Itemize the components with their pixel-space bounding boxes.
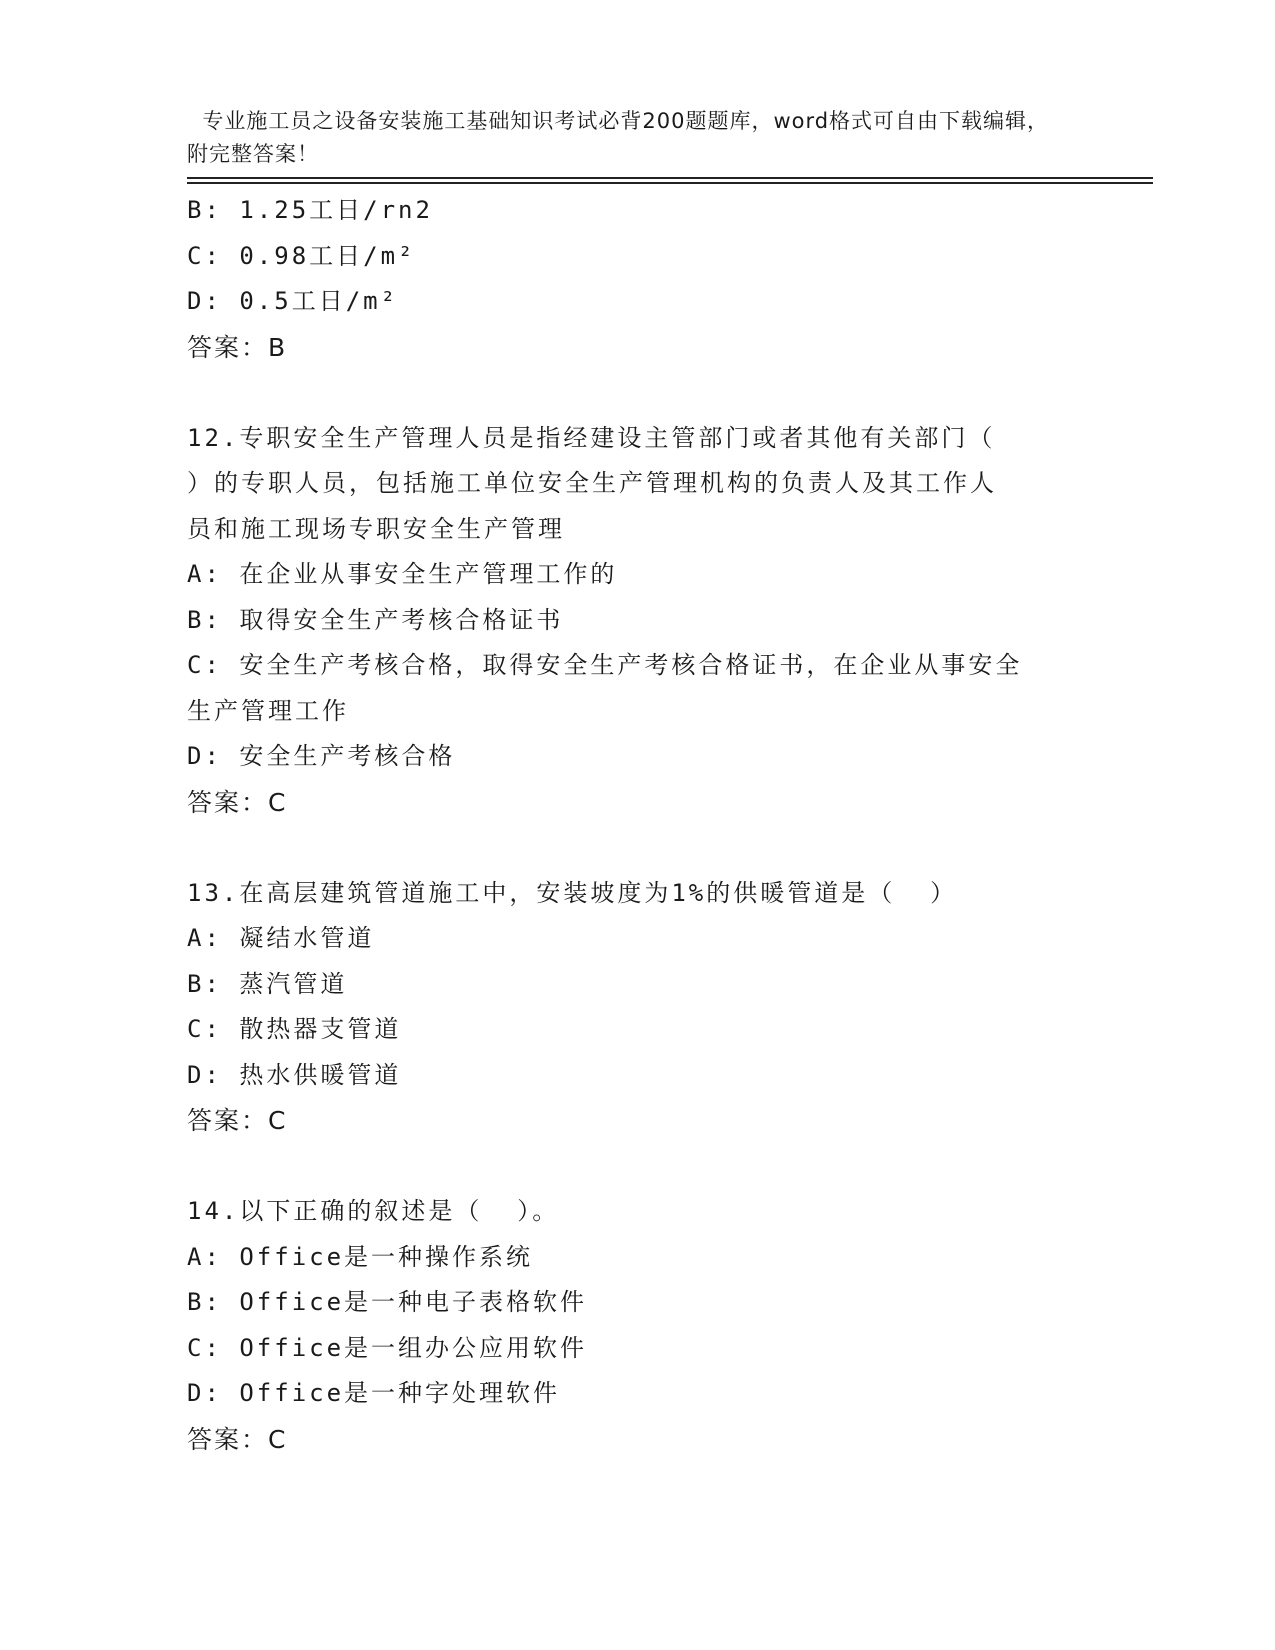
option-a: A: 凝结水管道 [187, 924, 375, 952]
option-d: D: 安全生产考核合格 [187, 742, 456, 770]
option-a: A: Office是一种操作系统 [187, 1242, 534, 1271]
question-13 [187, 871, 1087, 1145]
question-stem: ）的专职人员，包括施工单位安全生产管理机构的负责人及其工作人 [187, 469, 997, 497]
answer-line: 答案：C [187, 1424, 288, 1454]
option-c: C: Office是一组办公应用软件 [187, 1333, 588, 1362]
option-d: D: 热水供暖管道 [187, 1060, 402, 1089]
option-b: B: Office是一种电子表格软件 [187, 1288, 588, 1316]
document-title: 专业施工员之设备安装施工基础知识考试必背200题题库，word格式可自由下载编辑，附完整答案！ [187, 109, 1050, 166]
option-b: B: 取得安全生产考核合格证书 [187, 605, 564, 634]
question-stem: 12.专职安全生产管理人员是指经建设主管部门或者其他有关部门（ [187, 423, 996, 452]
answer-line: 答案：B [187, 332, 288, 362]
question-stem: 员和施工现场专职安全生产管理 [187, 514, 565, 543]
option-c: C: 散热器支管道 [187, 1015, 402, 1043]
option-d: D: Office是一种字处理软件 [187, 1379, 561, 1407]
option-b: B: 1.25工日/rn2 [187, 196, 433, 224]
question-stem: 13.在高层建筑管道施工中，安装坡度为1%的供暖管道是（ ） [187, 878, 958, 907]
question-stem: 14.以下正确的叙述是（ ）。 [187, 1197, 560, 1225]
option-c-continued: 生产管理工作 [187, 696, 349, 725]
question-11-partial [187, 188, 1087, 371]
spacer [187, 1144, 1087, 1189]
document-body [187, 188, 1087, 1463]
header-rule-bottom [187, 182, 1153, 184]
header-rule-top [187, 177, 1153, 179]
spacer [187, 371, 1087, 416]
question-12 [187, 416, 1087, 826]
option-a: A: 在企业从事安全生产管理工作的 [187, 560, 618, 588]
option-c: C: 0.98工日/m² [187, 241, 416, 270]
spacer [187, 826, 1087, 871]
answer-line: 答案：C [187, 1106, 288, 1135]
document-header [187, 72, 1067, 171]
question-14 [187, 1189, 1087, 1463]
option-d: D: 0.5工日/m² [187, 287, 399, 315]
answer-line: 答案：C [187, 787, 288, 817]
option-b: B: 蒸汽管道 [187, 969, 348, 998]
option-c: C: 安全生产考核合格，取得安全生产考核合格证书，在企业从事安全 [187, 651, 1023, 679]
